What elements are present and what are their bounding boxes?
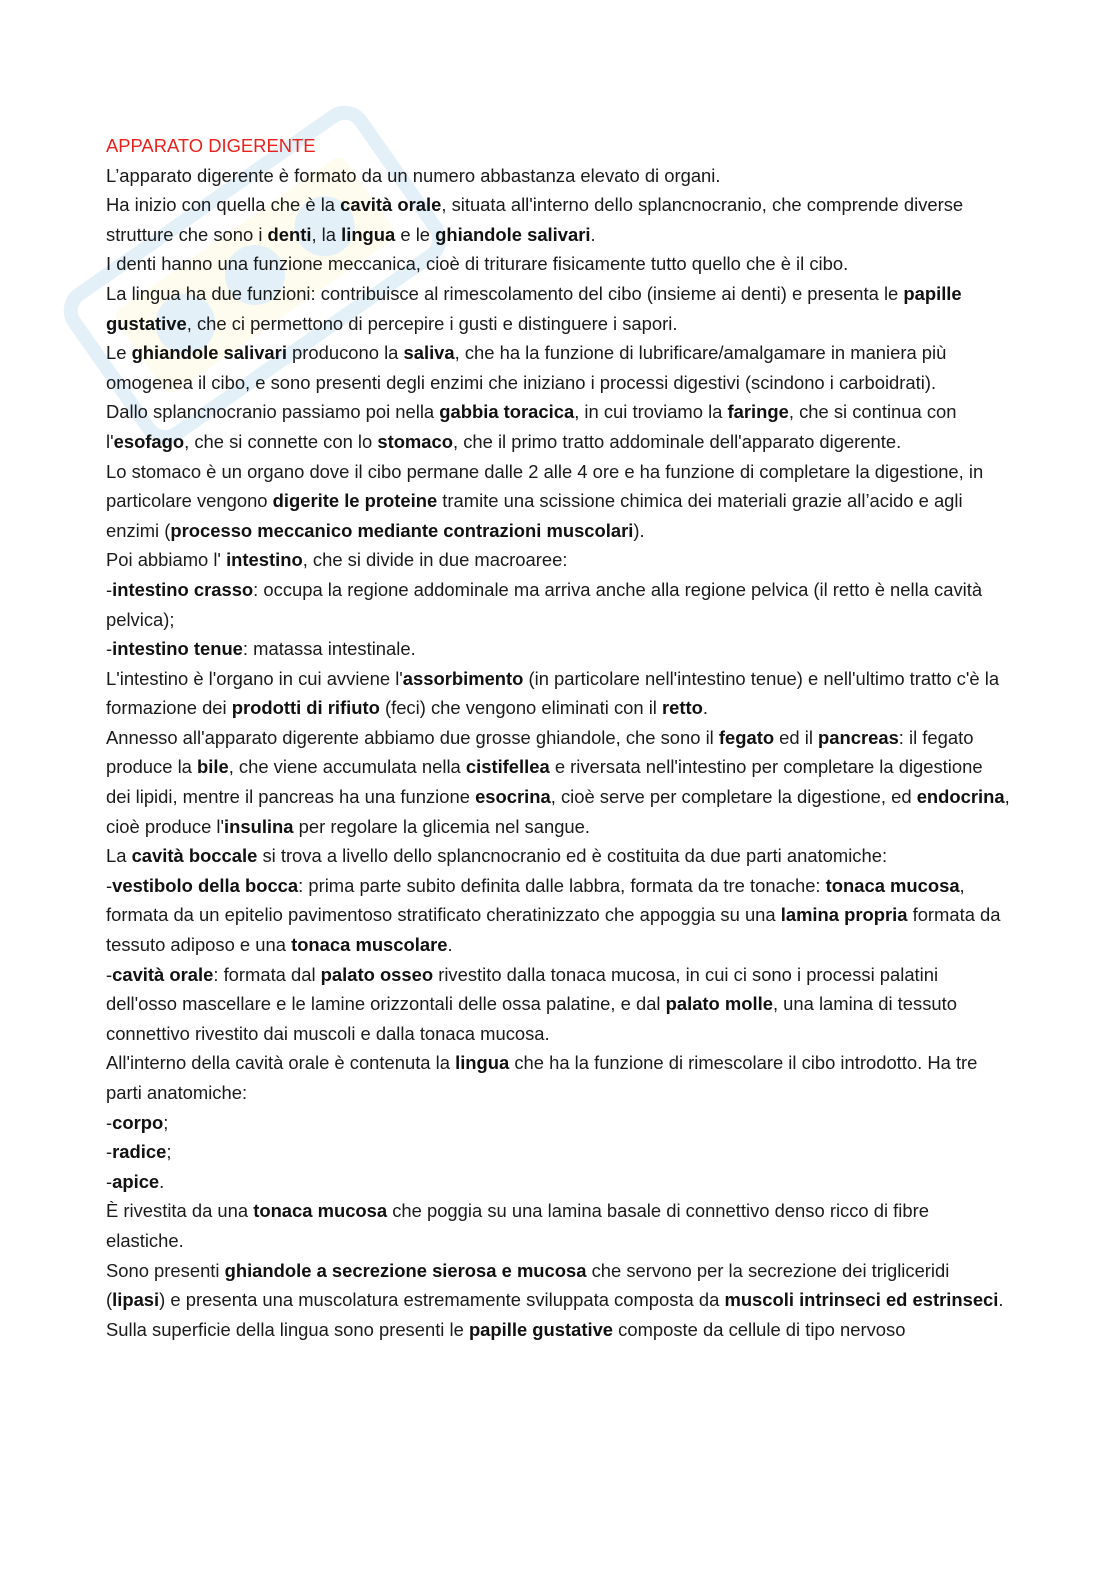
bold-term: ghiandole salivari: [435, 223, 591, 245]
text-run: -: [106, 638, 113, 660]
text-run: I denti hanno una funzione meccanica, cioè di triturare fisicamente tutto quello che è il cibo.: [106, 253, 849, 275]
text-run: -: [106, 963, 113, 985]
paragraph: [106, 664, 1011, 723]
document-title: APPARATO DIGERENTE: [106, 135, 316, 156]
paragraph: [106, 1137, 1011, 1167]
text-run: La lingua ha due funzioni: contribuisce al rimescolamento del cibo (insieme ai denti) e presenta le: [106, 282, 904, 304]
text-run: che ha la funzione di rimescolare il cibo introdotto. Ha tre parti anatomiche:: [106, 1052, 978, 1103]
bold-term: insulina: [224, 815, 294, 837]
paragraph: [106, 545, 1011, 575]
text-run: L’apparato digerente è formato da un numero abbastanza elevato di organi.: [106, 164, 721, 186]
text-run: che poggia su una lamina basale di connettivo denso ricco di fibre elastiche.: [106, 1200, 929, 1251]
text-run: -: [106, 1170, 113, 1192]
text-run: che servono per la secrezione dei trigliceridi (: [106, 1259, 950, 1311]
bold-term: fegato: [718, 726, 775, 748]
text-run: : occupa la regione addominale ma arriva anche alla regione pelvica (il retto è nella cavità pelvica);: [106, 578, 983, 630]
bold-term: assorbimento: [402, 667, 524, 689]
text-run: -: [106, 874, 113, 896]
bold-term: bile: [197, 756, 229, 778]
paragraph: [106, 1256, 1011, 1315]
text-run: -: [106, 1141, 113, 1163]
bold-term: papille gustative: [468, 1318, 614, 1340]
bold-term: tonaca mucosa: [825, 874, 960, 896]
bold-term: prodotti di rifiuto: [231, 697, 380, 719]
bold-term: radice: [112, 1141, 167, 1163]
text-run: La: [106, 845, 132, 867]
paragraph: [106, 723, 1011, 841]
text-run: -: [106, 1111, 113, 1133]
bold-term: palato osseo: [320, 963, 434, 985]
text-run: ) e presenta una muscolatura estremamente sviluppata composta da: [159, 1289, 725, 1311]
text-run: tramite una scissione chimica dei materiali grazie all’acido e agli enzimi (: [106, 490, 963, 541]
bold-term: stomaco: [377, 430, 453, 452]
text-run: Ha inizio con quella che è la: [106, 194, 341, 216]
text-run: , una lamina di tessuto connettivo rivestito dai muscoli e dalla tonaca mucosa.: [106, 993, 957, 1044]
bold-term: retto: [662, 697, 703, 719]
text-run: Sulla superficie della lingua sono presenti le: [106, 1318, 469, 1340]
text-run: e le: [395, 223, 436, 245]
paragraph: [106, 249, 1011, 279]
text-run: : formata dal: [213, 963, 321, 985]
bold-term: esocrina: [475, 786, 551, 808]
bold-term: denti: [267, 223, 312, 245]
bold-term: lingua: [341, 223, 396, 245]
text-run: Annesso all'apparato digerente abbiamo due grosse ghiandole, che sono il: [106, 726, 719, 748]
text-run: , la: [311, 223, 342, 245]
text-run: -: [106, 578, 113, 600]
bold-term: lamina propria: [780, 904, 908, 926]
bold-term: lingua: [455, 1052, 510, 1074]
paragraph: [106, 1315, 1011, 1345]
text-run: : il fegato produce la: [106, 726, 974, 778]
text-run: , situata all'interno dello splancnocranio, che comprende diverse strutture che sono i: [106, 194, 964, 245]
bold-term: papille gustative: [106, 282, 962, 334]
paragraph: [106, 1108, 1011, 1138]
bold-term: saliva: [403, 342, 455, 364]
bold-term: digerite le proteine: [272, 490, 438, 512]
paragraph: [106, 1196, 1011, 1255]
paragraph-list: [106, 161, 1011, 1345]
text-run: composte da cellule di tipo nervoso: [613, 1318, 906, 1340]
text-run: , formata da un epitelio pavimentoso stratificato cheratinizzato che appoggia su una: [106, 874, 965, 926]
bold-term: corpo: [112, 1111, 164, 1133]
text-run: Lo stomaco è un organo dove il cibo permane dalle 2 alle 4 ore e ha funzione di completare la digestione, in particolare vengono: [106, 460, 984, 512]
text-run: .: [447, 934, 453, 956]
text-run: , cioè serve per completare la digestione, ed: [550, 786, 917, 808]
text-run: ed il: [774, 726, 819, 748]
paragraph: [106, 279, 1011, 338]
text-run: , che ha la funzione di lubrificare/amalgamare in maniera più omogenea il cibo, e sono presenti degli enzimi che iniziano i processi digestivi (scindono i carboidrati).: [106, 342, 947, 393]
text-run: L'intestino è l'organo in cui avviene l': [106, 667, 403, 689]
paragraph: [106, 1048, 1011, 1107]
text-run: si trova a livello dello splancnocranio ed è costituita da due parti anatomiche:: [257, 845, 888, 867]
text-run: per regolare la glicemia nel sangue.: [293, 815, 590, 837]
text-run: Poi abbiamo l': [106, 549, 227, 571]
text-run: ;: [163, 1111, 169, 1133]
bold-term: cavità boccale: [131, 845, 258, 867]
text-run: : matassa intestinale.: [242, 638, 416, 660]
text-run: , che viene accumulata nella: [228, 756, 466, 778]
text-run: ;: [166, 1141, 172, 1163]
bold-term: ghiandole salivari: [131, 342, 287, 364]
bold-term: faringe: [727, 401, 789, 423]
text-run: : prima parte subito definita dalle labbra, formata da tre tonache:: [298, 874, 826, 896]
text-run: (in particolare nell'intestino tenue) e nell'ultimo tratto c'è la formazione dei: [106, 667, 1000, 719]
paragraph: [106, 457, 1011, 546]
paragraph: [106, 960, 1011, 1049]
bold-term: intestino tenue: [112, 638, 243, 660]
bold-term: muscoli intrinseci ed estrinseci: [724, 1289, 999, 1311]
paragraph: [106, 338, 1011, 397]
text-run: .: [702, 697, 708, 719]
bold-term: tonaca mucosa: [253, 1200, 388, 1222]
text-run: .: [159, 1170, 165, 1192]
bold-term: cavità orale: [112, 963, 214, 985]
paragraph: [106, 575, 1011, 634]
bold-term: apice: [112, 1170, 160, 1192]
text-run: Dallo splancnocranio passiamo poi nella: [106, 401, 440, 423]
bold-term: pancreas: [818, 726, 899, 748]
bold-term: vestibolo della bocca: [112, 874, 299, 896]
bold-term: endocrina: [916, 786, 1005, 808]
text-run: formata da tessuto adiposo e una: [106, 904, 1001, 956]
text-run: .: [590, 223, 596, 245]
text-run: È rivestita da una: [106, 1200, 254, 1222]
text-run: , in cui troviamo la: [574, 401, 728, 423]
bold-term: esofago: [113, 430, 185, 452]
paragraph: [106, 841, 1011, 871]
text-run: All'interno della cavità orale è contenuta la: [106, 1052, 456, 1074]
paragraph: [106, 397, 1011, 456]
bold-term: palato molle: [665, 993, 773, 1015]
bold-term: processo meccanico mediante contrazioni muscolari: [170, 519, 634, 541]
paragraph: [106, 634, 1011, 664]
paragraph: [106, 1167, 1011, 1197]
text-run: (feci) che vengono eliminati con il: [379, 697, 662, 719]
text-run: , che si divide in due macroaree:: [302, 549, 568, 571]
text-run: .: [998, 1289, 1004, 1311]
paragraph: [106, 161, 1011, 191]
text-run: , che il primo tratto addominale dell'apparato digerente.: [452, 430, 902, 452]
paragraph: [106, 871, 1011, 960]
bold-term: cistifellea: [465, 756, 550, 778]
bold-term: lipasi: [112, 1289, 160, 1311]
text-run: Le: [106, 342, 132, 364]
text-run: producono la: [286, 342, 404, 364]
text-run: Sono presenti: [106, 1259, 225, 1281]
bold-term: cavità orale: [340, 194, 442, 216]
bold-term: intestino: [226, 549, 303, 571]
text-run: , che si continua con l': [106, 401, 957, 452]
text-run: e riversata nell'intestino per completare la digestione dei lipidi, mentre il pancreas ha una funzione: [106, 756, 983, 808]
paragraph: [106, 190, 1011, 249]
text-run: , che ci permettono di percepire i gusti e distinguere i sapori.: [186, 312, 678, 334]
bold-term: gabbia toracica: [439, 401, 575, 423]
bold-term: ghiandole a secrezione sierosa e mucosa: [224, 1259, 587, 1281]
text-run: , cioè produce l': [106, 786, 1010, 837]
bold-term: intestino crasso: [112, 578, 254, 600]
text-run: , che si connette con lo: [184, 430, 378, 452]
document-body: [106, 131, 1011, 1344]
bold-term: tonaca muscolare: [291, 934, 448, 956]
text-run: rivestito dalla tonaca mucosa, in cui ci sono i processi palatini dell'osso mascellare e le lamine orizzontali delle ossa palatine, e dal: [106, 963, 939, 1015]
text-run: ).: [633, 519, 645, 541]
